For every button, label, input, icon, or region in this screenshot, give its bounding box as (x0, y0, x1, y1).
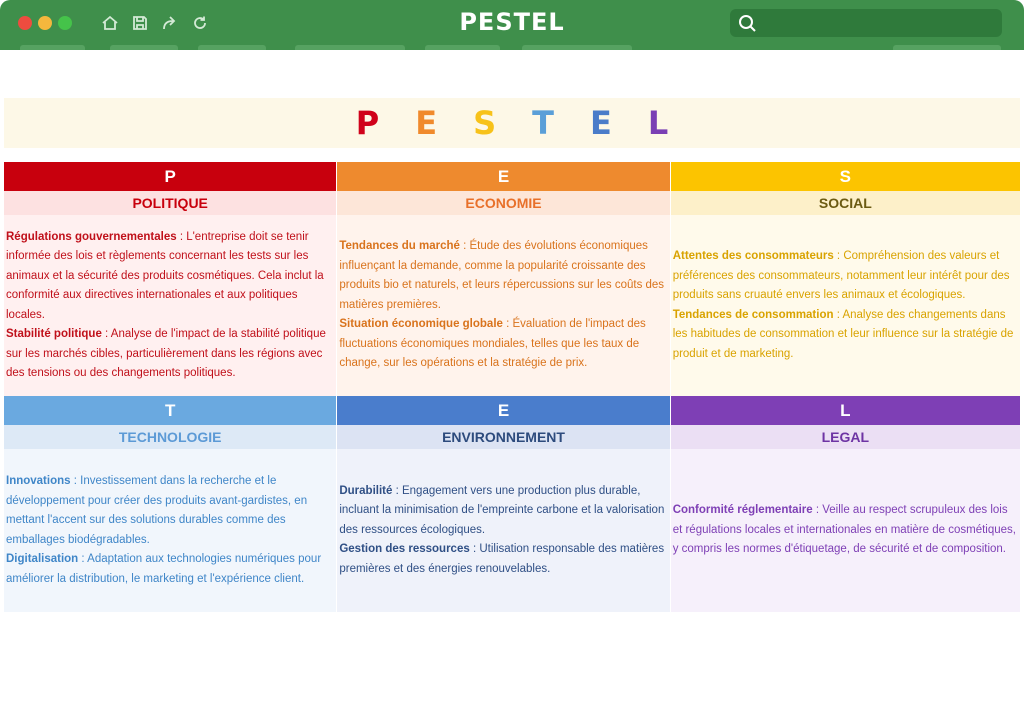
quadrant-letter: E (337, 396, 669, 425)
quadrant-body (337, 215, 669, 396)
factor-term: Tendances du marché (339, 240, 460, 253)
banner-letter-e: E (415, 104, 438, 142)
quadrant-body (337, 449, 669, 612)
pestel-banner (4, 98, 1020, 148)
factor-entry (339, 237, 667, 315)
factor-text: L'entreprise doit se tenir informée des lois et règlements concernant les tests sur les animaux et la sécurité des produits cosmétiques. Cela inclut la conformité aux directives internationales et aux politiques locales. (6, 230, 324, 321)
quadrant-title: POLITIQUE (4, 191, 336, 215)
factor-term: Attentes des consommateurs (672, 250, 834, 262)
factor-sep: : (812, 504, 823, 517)
factor-term: Tendances de consommation (672, 308, 834, 321)
pestel-row (4, 162, 1020, 396)
factor-text: Engagement vers une production plus durable, incluant la minimisation de l'empreinte carbone et la valorisation des ressources écologiques. (339, 484, 665, 536)
pestel-row (4, 396, 1020, 612)
quadrant-letter: T (4, 396, 336, 425)
factor-term: Innovations (6, 475, 71, 487)
factor-sep: : (459, 240, 470, 253)
tab-placeholder[interactable] (198, 45, 266, 50)
banner-letter-e2: E (589, 104, 612, 142)
tab-placeholder[interactable] (893, 45, 1001, 50)
tab-placeholder[interactable] (295, 45, 405, 50)
banner-letter-l: L (647, 104, 669, 142)
tab-placeholder[interactable] (20, 45, 85, 50)
factor-entry (673, 247, 1018, 306)
quadrant-title: ENVIRONNEMENT (337, 425, 669, 449)
factor-term: Situation économique globale (339, 318, 503, 331)
factor-term: Conformité réglementaire (672, 504, 813, 517)
banner-letter-p: P (355, 104, 380, 142)
factor-text: Veille au respect scrupuleux des lois et régulations locales et internationales en matière de cosmétiques, y compris les normes d'étiquetage, de sécurité et de composition. (672, 504, 1016, 556)
quadrant-technologie (4, 396, 336, 612)
factor-entry (339, 315, 667, 374)
quadrant-title: ECONOMIE (337, 191, 669, 215)
factor-text: Investissement dans la recherche et le développement pour créer des produits avant-gardistes, en mettant l'accent sur des solutions durables comme des emballages biodégradables. (6, 475, 308, 546)
factor-term: Durabilité (339, 484, 393, 497)
factor-sep: : (70, 475, 81, 487)
factor-entry (6, 228, 334, 326)
factor-term: Régulations gouvernementales (6, 230, 177, 243)
factor-sep: : (392, 484, 402, 497)
factor-text: Analyse des changements dans les habitudes de consommation et leur influence sur la stratégie de produit et de marketing. (672, 308, 1014, 360)
quadrant-title: LEGAL (671, 425, 1020, 449)
quadrant-body (4, 215, 336, 396)
factor-entry (6, 325, 334, 384)
quadrant-title: SOCIAL (671, 191, 1020, 215)
factor-entry (6, 472, 334, 550)
quadrant-legal (671, 396, 1020, 612)
banner-letter-t: T (532, 104, 554, 142)
factor-sep: : (78, 553, 88, 565)
factor-sep: : (176, 230, 187, 243)
quadrant-letter: S (671, 162, 1020, 191)
window-title: PESTEL (459, 8, 565, 36)
tab-placeholder[interactable] (110, 45, 178, 50)
quadrant-body (671, 449, 1020, 612)
factor-text: Utilisation responsable des matières premières et des énergies renouvelables. (339, 543, 665, 575)
quadrant-letter: E (337, 162, 669, 191)
quadrant-politique (4, 162, 336, 396)
quadrant-environnement (337, 396, 669, 612)
factor-sep: : (833, 308, 843, 321)
factor-term: Digitalisation (6, 553, 79, 565)
factor-text: Analyse de l'impact de la stabilité politique sur les marchés cibles, particulièrement dans les régions avec des tensions ou des changements politiques. (6, 328, 326, 379)
factor-text: Évaluation de l'impact des fluctuations économiques mondiales, telles que les taux de change, sur les opérations et la stratégie de prix. (339, 318, 646, 370)
quadrant-economie (337, 162, 669, 396)
factor-entry (6, 550, 334, 589)
factor-text: Compréhension des valeurs et préférences des consommateurs, notamment leur intérêt pour des produits sans cruauté envers les animaux et écologiques. (672, 250, 1010, 301)
factor-sep: : (502, 318, 513, 331)
search-icon (738, 14, 758, 34)
factor-text: Étude des évolutions économiques influençant la demande, comme la popularité croissante des produits bio et naturels, et leurs répercussions sur les coûts des matières premières. (339, 240, 665, 311)
pestel-grid (4, 162, 1020, 612)
quadrant-letter: L (671, 396, 1020, 425)
quadrant-body (671, 215, 1020, 396)
factor-term: Gestion des ressources (339, 543, 470, 556)
quadrant-social (671, 162, 1020, 396)
tab-placeholder[interactable] (522, 45, 632, 50)
window-titlebar (0, 0, 1024, 50)
factor-entry (673, 306, 1018, 365)
factor-entry (673, 501, 1018, 560)
factor-text: Adaptation aux technologies numériques pour améliorer la distribution, le marketing et l'expérience client. (6, 553, 322, 585)
factor-sep: : (469, 543, 480, 556)
quadrant-title: TECHNOLOGIE (4, 425, 336, 449)
quadrant-body (4, 449, 336, 612)
factor-term: Stabilité politique (6, 328, 102, 340)
banner-letter-s: S (473, 104, 497, 142)
factor-sep: : (833, 250, 844, 262)
tab-placeholder[interactable] (425, 45, 500, 50)
quadrant-letter: P (4, 162, 336, 191)
factor-sep: : (101, 328, 111, 340)
search-field[interactable] (730, 9, 1002, 37)
factor-entry (339, 540, 667, 579)
factor-entry (339, 482, 667, 541)
